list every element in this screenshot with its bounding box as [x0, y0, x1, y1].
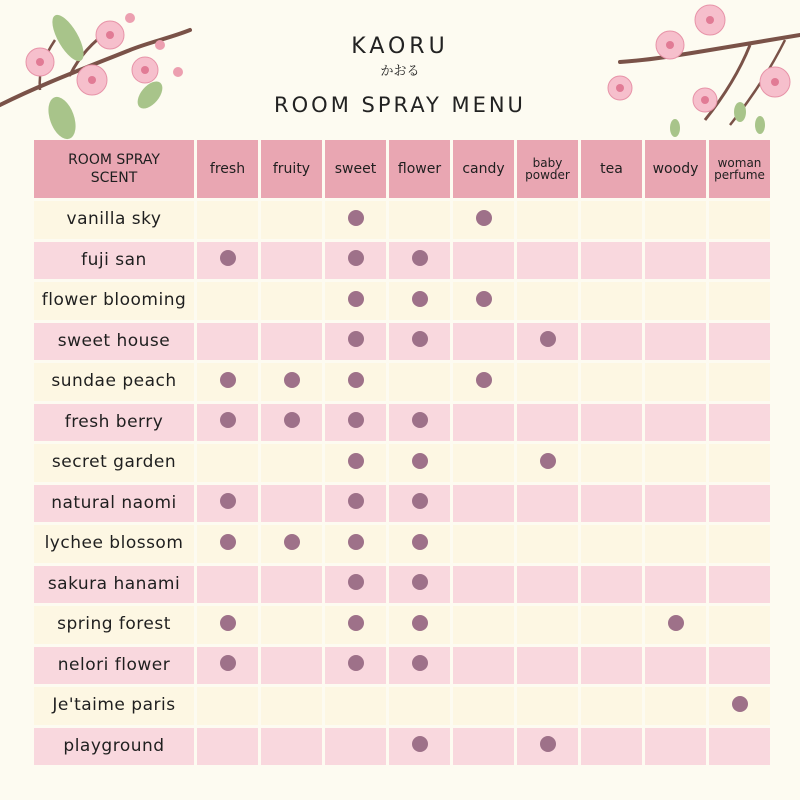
table-cell [261, 647, 322, 685]
table-cell [645, 525, 706, 563]
note-dot-icon [284, 534, 300, 550]
header-corner-line2: SCENT [90, 170, 138, 186]
table-row [34, 606, 770, 644]
table-cell [389, 242, 450, 280]
scent-name: vanilla sky [34, 201, 194, 239]
table-row [34, 485, 770, 523]
table-row [34, 404, 770, 442]
table-cell [709, 201, 770, 239]
table-cell [453, 404, 514, 442]
table-cell [389, 566, 450, 604]
table-row [34, 282, 770, 320]
table-body [34, 201, 770, 765]
table-cell [453, 728, 514, 766]
table-row [34, 242, 770, 280]
table-cell [261, 606, 322, 644]
table-cell [453, 525, 514, 563]
table-cell [709, 323, 770, 361]
table-row [34, 363, 770, 401]
note-dot-icon [348, 574, 364, 590]
table-cell [197, 323, 258, 361]
header-corner-line1: ROOM SPRAY [68, 152, 160, 168]
note-dot-icon [668, 615, 684, 631]
table-cell [389, 363, 450, 401]
table-cell [453, 606, 514, 644]
table-cell [645, 444, 706, 482]
table-cell [581, 323, 642, 361]
table-cell [389, 444, 450, 482]
note-dot-icon [540, 331, 556, 347]
note-dot-icon [284, 412, 300, 428]
column-header-fruity: fruity [261, 140, 322, 198]
column-header-sweet: sweet [325, 140, 386, 198]
table-cell [325, 282, 386, 320]
note-dot-icon [220, 493, 236, 509]
note-dot-icon [412, 736, 428, 752]
table-cell [581, 687, 642, 725]
table-cell [261, 201, 322, 239]
column-header-candy: candy [453, 140, 514, 198]
scent-name: lychee blossom [34, 525, 194, 563]
table-cell [389, 728, 450, 766]
note-dot-icon [348, 210, 364, 226]
table-cell [325, 201, 386, 239]
table-cell [325, 647, 386, 685]
scent-name: natural naomi [34, 485, 194, 523]
table-cell [645, 566, 706, 604]
table-cell [645, 404, 706, 442]
table-cell [197, 485, 258, 523]
table-cell [645, 647, 706, 685]
scent-name: secret garden [34, 444, 194, 482]
note-dot-icon [348, 331, 364, 347]
table-cell [453, 647, 514, 685]
column-header-baby-powder: baby powder [517, 140, 578, 198]
table-cell [517, 566, 578, 604]
note-dot-icon [348, 534, 364, 550]
table-cell [581, 606, 642, 644]
scent-name: nelori flower [34, 647, 194, 685]
note-dot-icon [412, 331, 428, 347]
note-dot-icon [412, 291, 428, 307]
table-cell [709, 566, 770, 604]
table-cell [453, 566, 514, 604]
table-cell [389, 201, 450, 239]
scent-name: sundae peach [34, 363, 194, 401]
table-cell [453, 201, 514, 239]
table-cell [581, 525, 642, 563]
note-dot-icon [220, 250, 236, 266]
note-dot-icon [476, 372, 492, 388]
note-dot-icon [412, 655, 428, 671]
table-cell [389, 525, 450, 563]
table-cell [389, 404, 450, 442]
table-row [34, 687, 770, 725]
scent-name: spring forest [34, 606, 194, 644]
table-cell [197, 566, 258, 604]
table-cell [325, 242, 386, 280]
table-cell [709, 647, 770, 685]
table-cell [325, 606, 386, 644]
table-cell [517, 687, 578, 725]
note-dot-icon [476, 210, 492, 226]
note-dot-icon [284, 372, 300, 388]
table-cell [581, 647, 642, 685]
table-cell [261, 404, 322, 442]
table-cell [389, 647, 450, 685]
table-cell [197, 525, 258, 563]
table-cell [261, 566, 322, 604]
table-cell [581, 282, 642, 320]
note-dot-icon [348, 453, 364, 469]
note-dot-icon [540, 453, 556, 469]
table-row [34, 728, 770, 766]
table-row [34, 323, 770, 361]
note-dot-icon [348, 655, 364, 671]
room-spray-table [31, 137, 773, 768]
table-cell [645, 485, 706, 523]
table-cell [517, 282, 578, 320]
table-cell [325, 525, 386, 563]
table-cell [709, 444, 770, 482]
column-header-fresh: fresh [197, 140, 258, 198]
table-cell [325, 323, 386, 361]
note-dot-icon [220, 412, 236, 428]
table-cell [261, 444, 322, 482]
table-cell [581, 242, 642, 280]
table-cell [709, 242, 770, 280]
table-cell [709, 606, 770, 644]
table-cell [325, 687, 386, 725]
table-cell [197, 728, 258, 766]
table-cell [197, 606, 258, 644]
table-cell [261, 323, 322, 361]
note-dot-icon [412, 493, 428, 509]
table-cell [453, 444, 514, 482]
note-dot-icon [476, 291, 492, 307]
table-cell [517, 363, 578, 401]
table-cell [453, 485, 514, 523]
table-cell [325, 485, 386, 523]
scent-name: playground [34, 728, 194, 766]
column-header-flower: flower [389, 140, 450, 198]
table-cell [517, 728, 578, 766]
table-cell [645, 242, 706, 280]
note-dot-icon [412, 574, 428, 590]
note-dot-icon [412, 250, 428, 266]
note-dot-icon [412, 453, 428, 469]
scent-name: flower blooming [34, 282, 194, 320]
table-cell [517, 525, 578, 563]
column-header-woody: woody [645, 140, 706, 198]
table-cell [261, 242, 322, 280]
column-header-tea: tea [581, 140, 642, 198]
header-corner [34, 140, 194, 198]
column-header-woman-perfume: woman perfume [709, 140, 770, 198]
table-cell [645, 687, 706, 725]
table-cell [517, 404, 578, 442]
scent-name: Je'taime paris [34, 687, 194, 725]
table-cell [709, 687, 770, 725]
note-dot-icon [348, 493, 364, 509]
table-cell [517, 606, 578, 644]
table-cell [581, 201, 642, 239]
table-cell [517, 485, 578, 523]
note-dot-icon [348, 250, 364, 266]
table-cell [261, 282, 322, 320]
table-cell [645, 323, 706, 361]
note-dot-icon [348, 372, 364, 388]
note-dot-icon [412, 412, 428, 428]
note-dot-icon [412, 615, 428, 631]
table-cell [453, 323, 514, 361]
table-cell [581, 404, 642, 442]
table-cell [389, 282, 450, 320]
table-cell [709, 728, 770, 766]
note-dot-icon [348, 412, 364, 428]
table-cell [197, 687, 258, 725]
table-cell [645, 282, 706, 320]
brand-japanese: かおる [380, 64, 420, 79]
table-cell [645, 363, 706, 401]
table-cell [709, 363, 770, 401]
table-header-row [34, 140, 770, 198]
table-cell [581, 363, 642, 401]
note-dot-icon [540, 736, 556, 752]
table-cell [581, 444, 642, 482]
note-dot-icon [220, 655, 236, 671]
table-cell [261, 728, 322, 766]
note-dot-icon [348, 291, 364, 307]
note-dot-icon [412, 534, 428, 550]
brand-name: KAORU [351, 34, 449, 59]
table-cell [325, 728, 386, 766]
table-cell [261, 363, 322, 401]
table-cell [389, 485, 450, 523]
scent-name: sakura hanami [34, 566, 194, 604]
table-row [34, 525, 770, 563]
table-cell [709, 525, 770, 563]
table-cell [581, 566, 642, 604]
note-dot-icon [220, 372, 236, 388]
table-cell [709, 282, 770, 320]
table-cell [709, 404, 770, 442]
table-cell [197, 242, 258, 280]
table-cell [261, 525, 322, 563]
table-cell [325, 566, 386, 604]
table-cell [389, 687, 450, 725]
table-cell [197, 201, 258, 239]
table-cell [517, 444, 578, 482]
table-cell [325, 363, 386, 401]
table-cell [197, 647, 258, 685]
table-row [34, 566, 770, 604]
table-row [34, 201, 770, 239]
table-cell [197, 282, 258, 320]
table-cell [581, 485, 642, 523]
note-dot-icon [348, 615, 364, 631]
table-cell [517, 323, 578, 361]
table-cell [197, 404, 258, 442]
table-cell [453, 242, 514, 280]
table-row [34, 647, 770, 685]
scent-name: fresh berry [34, 404, 194, 442]
table-cell [389, 323, 450, 361]
table-cell [197, 363, 258, 401]
note-dot-icon [732, 696, 748, 712]
note-dot-icon [220, 615, 236, 631]
table-cell [261, 485, 322, 523]
table-cell [645, 606, 706, 644]
table-cell [197, 444, 258, 482]
table-cell [389, 606, 450, 644]
table-cell [453, 363, 514, 401]
table-cell [645, 728, 706, 766]
table-cell [453, 687, 514, 725]
table-cell [517, 647, 578, 685]
menu-title: ROOM SPRAY MENU [274, 93, 526, 117]
table-cell [325, 444, 386, 482]
table-cell [325, 404, 386, 442]
table-cell [453, 282, 514, 320]
note-dot-icon [220, 534, 236, 550]
scent-name: sweet house [34, 323, 194, 361]
table-cell [517, 242, 578, 280]
table-cell [645, 201, 706, 239]
table-row [34, 444, 770, 482]
scent-name: fuji san [34, 242, 194, 280]
table-cell [581, 728, 642, 766]
table-cell [709, 485, 770, 523]
table-cell [517, 201, 578, 239]
table-cell [261, 687, 322, 725]
